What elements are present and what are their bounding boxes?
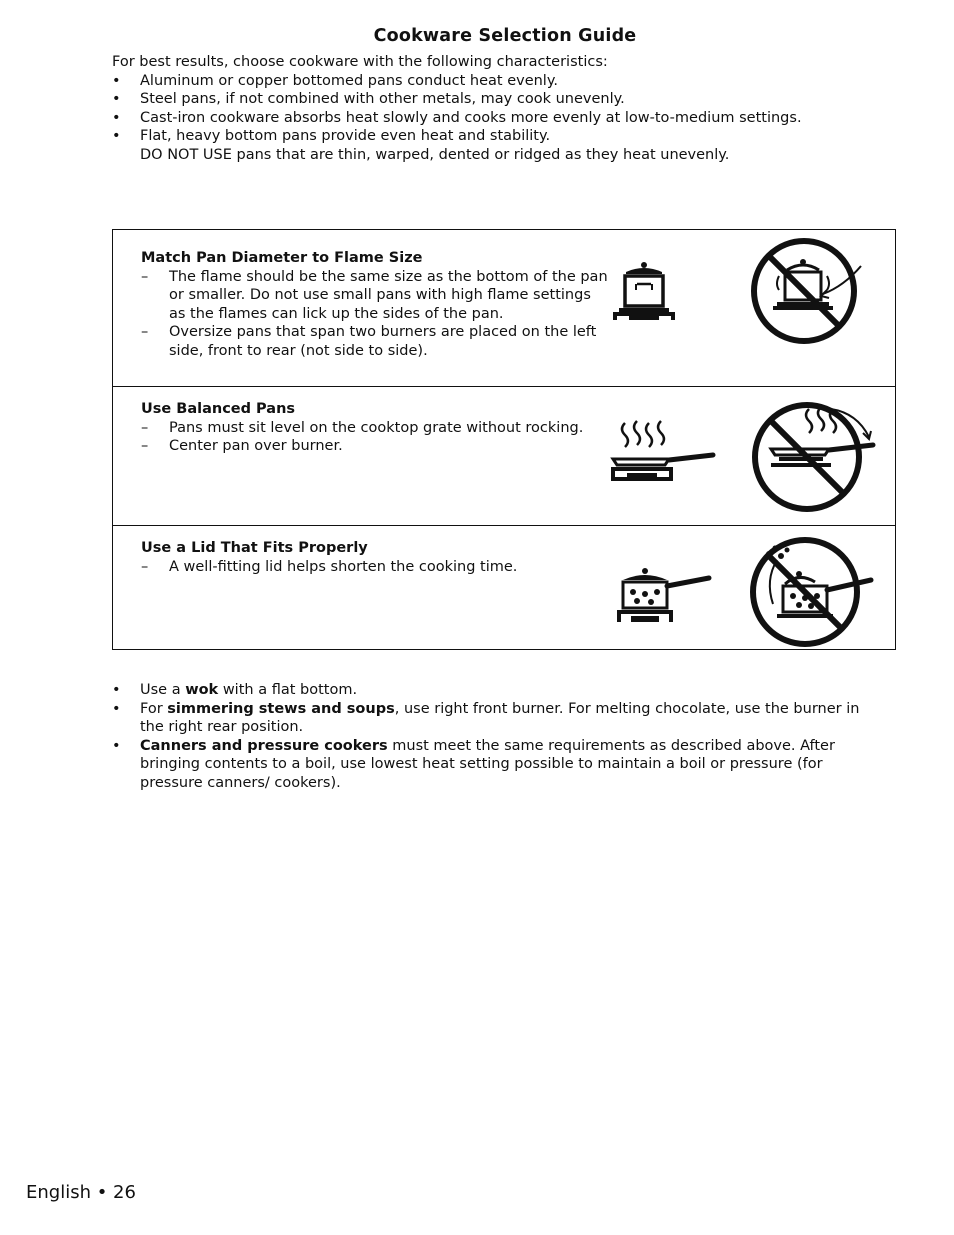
list-item: – The flame should be the same size as the bottom of the pan or smaller. Do not use small pans with high flame settings as the flames can lick up the sides of the pan. — [141, 268, 611, 324]
row-text — [141, 249, 611, 360]
list-item: – Pans must sit level on the cooktop grate without rocking. — [141, 419, 611, 438]
row-text — [141, 400, 611, 456]
correct-lidded-saucepan-icon — [615, 566, 715, 624]
list-item: – Oversize pans that span two burners are placed on the left side, front to rear (not side to side). — [141, 323, 611, 360]
list-item: • Steel pans, if not combined with other metals, may cook unevenly. — [112, 90, 912, 109]
list-item: • Cast-iron cookware absorbs heat slowly and cooks more evenly at low-to-medium settings. — [112, 109, 912, 128]
guide-row-proper-lid — [113, 526, 895, 650]
incorrect-boiling-over-saucepan-icon — [747, 534, 877, 648]
cookware-guide-table — [112, 229, 896, 650]
cookware-tips — [112, 681, 882, 792]
guide-row-pan-diameter — [113, 230, 895, 387]
correct-balanced-frying-pan-icon — [609, 419, 719, 485]
row-text — [141, 539, 611, 576]
incorrect-tipping-frying-pan-icon — [749, 399, 879, 515]
row-points — [141, 419, 611, 456]
list-item: • For simmering stews and soups, use right front burner. For melting chocolate, use the burner in the right rear position. — [112, 700, 882, 737]
row-points — [141, 558, 611, 577]
row-heading: Use a Lid That Fits Properly — [141, 540, 368, 556]
list-item: • Aluminum or copper bottomed pans conduct heat evenly. — [112, 72, 912, 91]
incorrect-small-pot-high-flame-icon — [749, 236, 867, 348]
list-item: – A well-fitting lid helps shorten the cooking time. — [141, 558, 611, 577]
list-item: • Canners and pressure cookers must meet the same requirements as described above. After bringing contents to a boil, use lowest heat setting possible to maintain a boil or pressure (for pressure canners/ cookers). — [112, 737, 882, 793]
guide-row-balanced-pans — [113, 387, 895, 526]
list-item: • Flat, heavy bottom pans provide even heat and stability. — [112, 127, 912, 146]
list-item: – Center pan over burner. — [141, 437, 611, 456]
warning-note: DO NOT USE pans that are thin, warped, dented or ridged as they heat unevenly. — [140, 146, 730, 163]
correct-pot-on-burner-icon — [609, 260, 679, 324]
characteristics-list — [112, 72, 912, 146]
page-title: Cookware Selection Guide — [373, 26, 637, 46]
row-heading: Match Pan Diameter to Flame Size — [141, 250, 423, 266]
intro-text: For best results, choose cookware with the following characteristics: — [112, 54, 608, 70]
intro-section — [112, 53, 912, 164]
list-item: • Use a wok with a flat bottom. — [112, 681, 882, 700]
page-footer: English • 26 — [26, 1182, 136, 1203]
tips-list — [112, 681, 882, 792]
row-heading: Use Balanced Pans — [141, 401, 296, 417]
row-points — [141, 268, 611, 361]
